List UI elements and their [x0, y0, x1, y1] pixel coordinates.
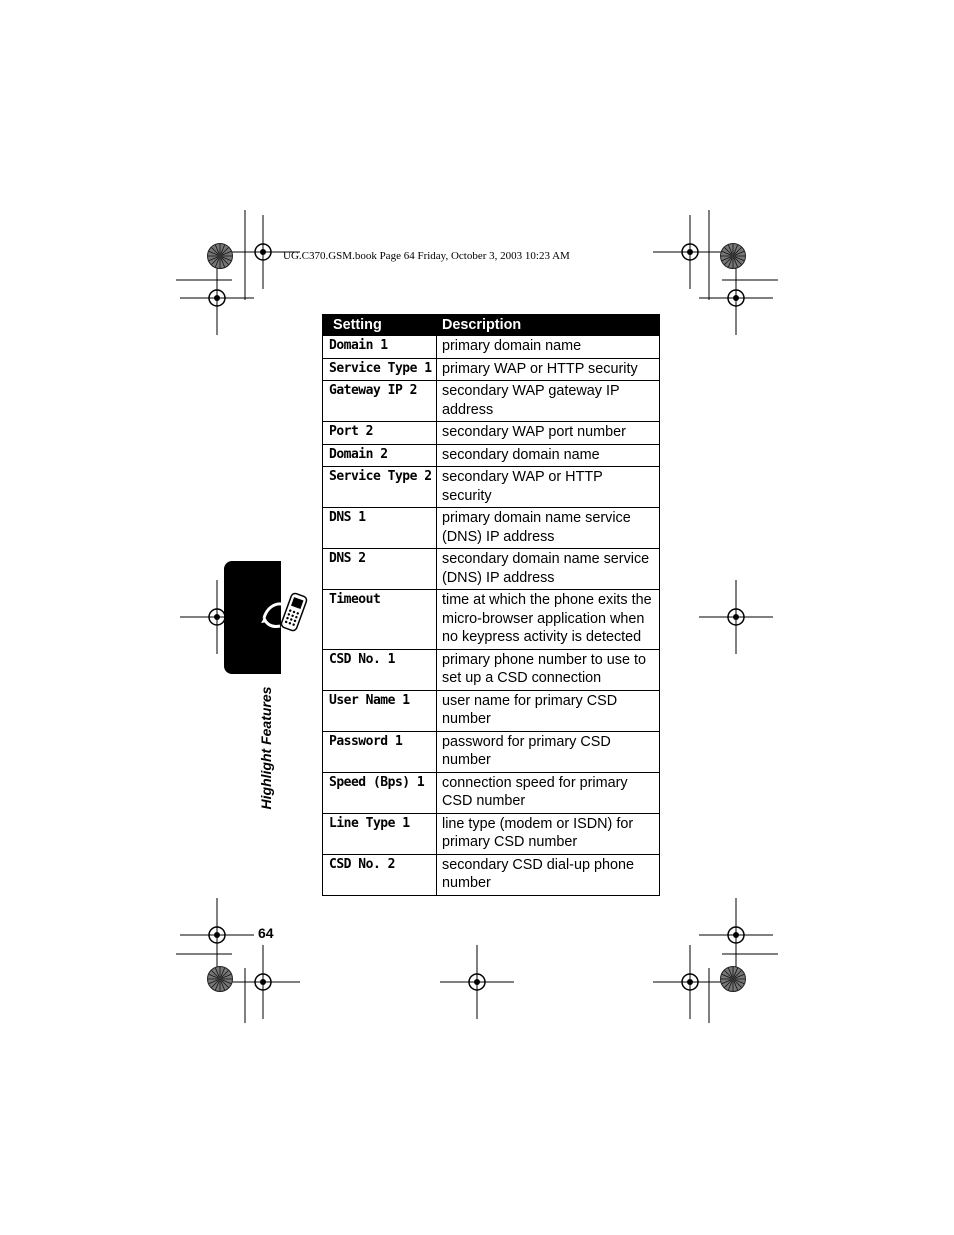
description-cell: connection speed for primary CSD number	[437, 772, 660, 813]
table-row	[323, 358, 660, 381]
description-cell: secondary WAP gateway IP address	[437, 381, 660, 422]
setting-cell: DNS 2	[323, 549, 437, 590]
setting-cell: CSD No. 1	[323, 649, 437, 690]
table-header-row	[323, 315, 660, 336]
phone-browser-icon	[258, 590, 310, 636]
description-cell: primary domain name	[437, 336, 660, 359]
setting-cell: Service Type 2	[323, 467, 437, 508]
description-cell: primary domain name service (DNS) IP address	[437, 508, 660, 549]
description-cell: secondary WAP or HTTP security	[437, 467, 660, 508]
description-cell: primary WAP or HTTP security	[437, 358, 660, 381]
table-row	[323, 467, 660, 508]
table-row	[323, 772, 660, 813]
setting-cell: Password 1	[323, 731, 437, 772]
table-row	[323, 336, 660, 359]
section-label: Highlight Features	[258, 686, 274, 810]
description-cell: line type (modem or ISDN) for primary CSD number	[437, 813, 660, 854]
setting-cell: Timeout	[323, 590, 437, 650]
setting-cell: Gateway IP 2	[323, 381, 437, 422]
table-row	[323, 813, 660, 854]
description-cell: user name for primary CSD number	[437, 690, 660, 731]
table-row	[323, 422, 660, 445]
setting-cell: CSD No. 2	[323, 854, 437, 895]
setting-cell: User Name 1	[323, 690, 437, 731]
table-row	[323, 854, 660, 895]
table-row	[323, 549, 660, 590]
setting-cell: Line Type 1	[323, 813, 437, 854]
description-cell: primary phone number to use to set up a CSD connection	[437, 649, 660, 690]
description-cell: secondary WAP port number	[437, 422, 660, 445]
setting-cell: Domain 2	[323, 444, 437, 467]
table-row	[323, 690, 660, 731]
table-row	[323, 590, 660, 650]
settings-table	[322, 314, 660, 896]
table-row	[323, 381, 660, 422]
description-cell: time at which the phone exits the micro-browser application when no keypress activity is detected	[437, 590, 660, 650]
setting-cell: Port 2	[323, 422, 437, 445]
table-row	[323, 731, 660, 772]
description-cell: secondary CSD dial-up phone number	[437, 854, 660, 895]
page-number: 64	[258, 925, 274, 941]
table-row	[323, 444, 660, 467]
table-row	[323, 649, 660, 690]
setting-cell: DNS 1	[323, 508, 437, 549]
description-cell: secondary domain name	[437, 444, 660, 467]
setting-cell: Domain 1	[323, 336, 437, 359]
header-setting: Setting	[323, 315, 437, 336]
print-header: UG.C370.GSM.book Page 64 Friday, October 3, 2003 10:23 AM	[283, 250, 570, 262]
setting-cell: Speed (Bps) 1	[323, 772, 437, 813]
setting-cell: Service Type 1	[323, 358, 437, 381]
header-description: Description	[437, 315, 660, 336]
table-row	[323, 508, 660, 549]
description-cell: password for primary CSD number	[437, 731, 660, 772]
description-cell: secondary domain name service (DNS) IP address	[437, 549, 660, 590]
